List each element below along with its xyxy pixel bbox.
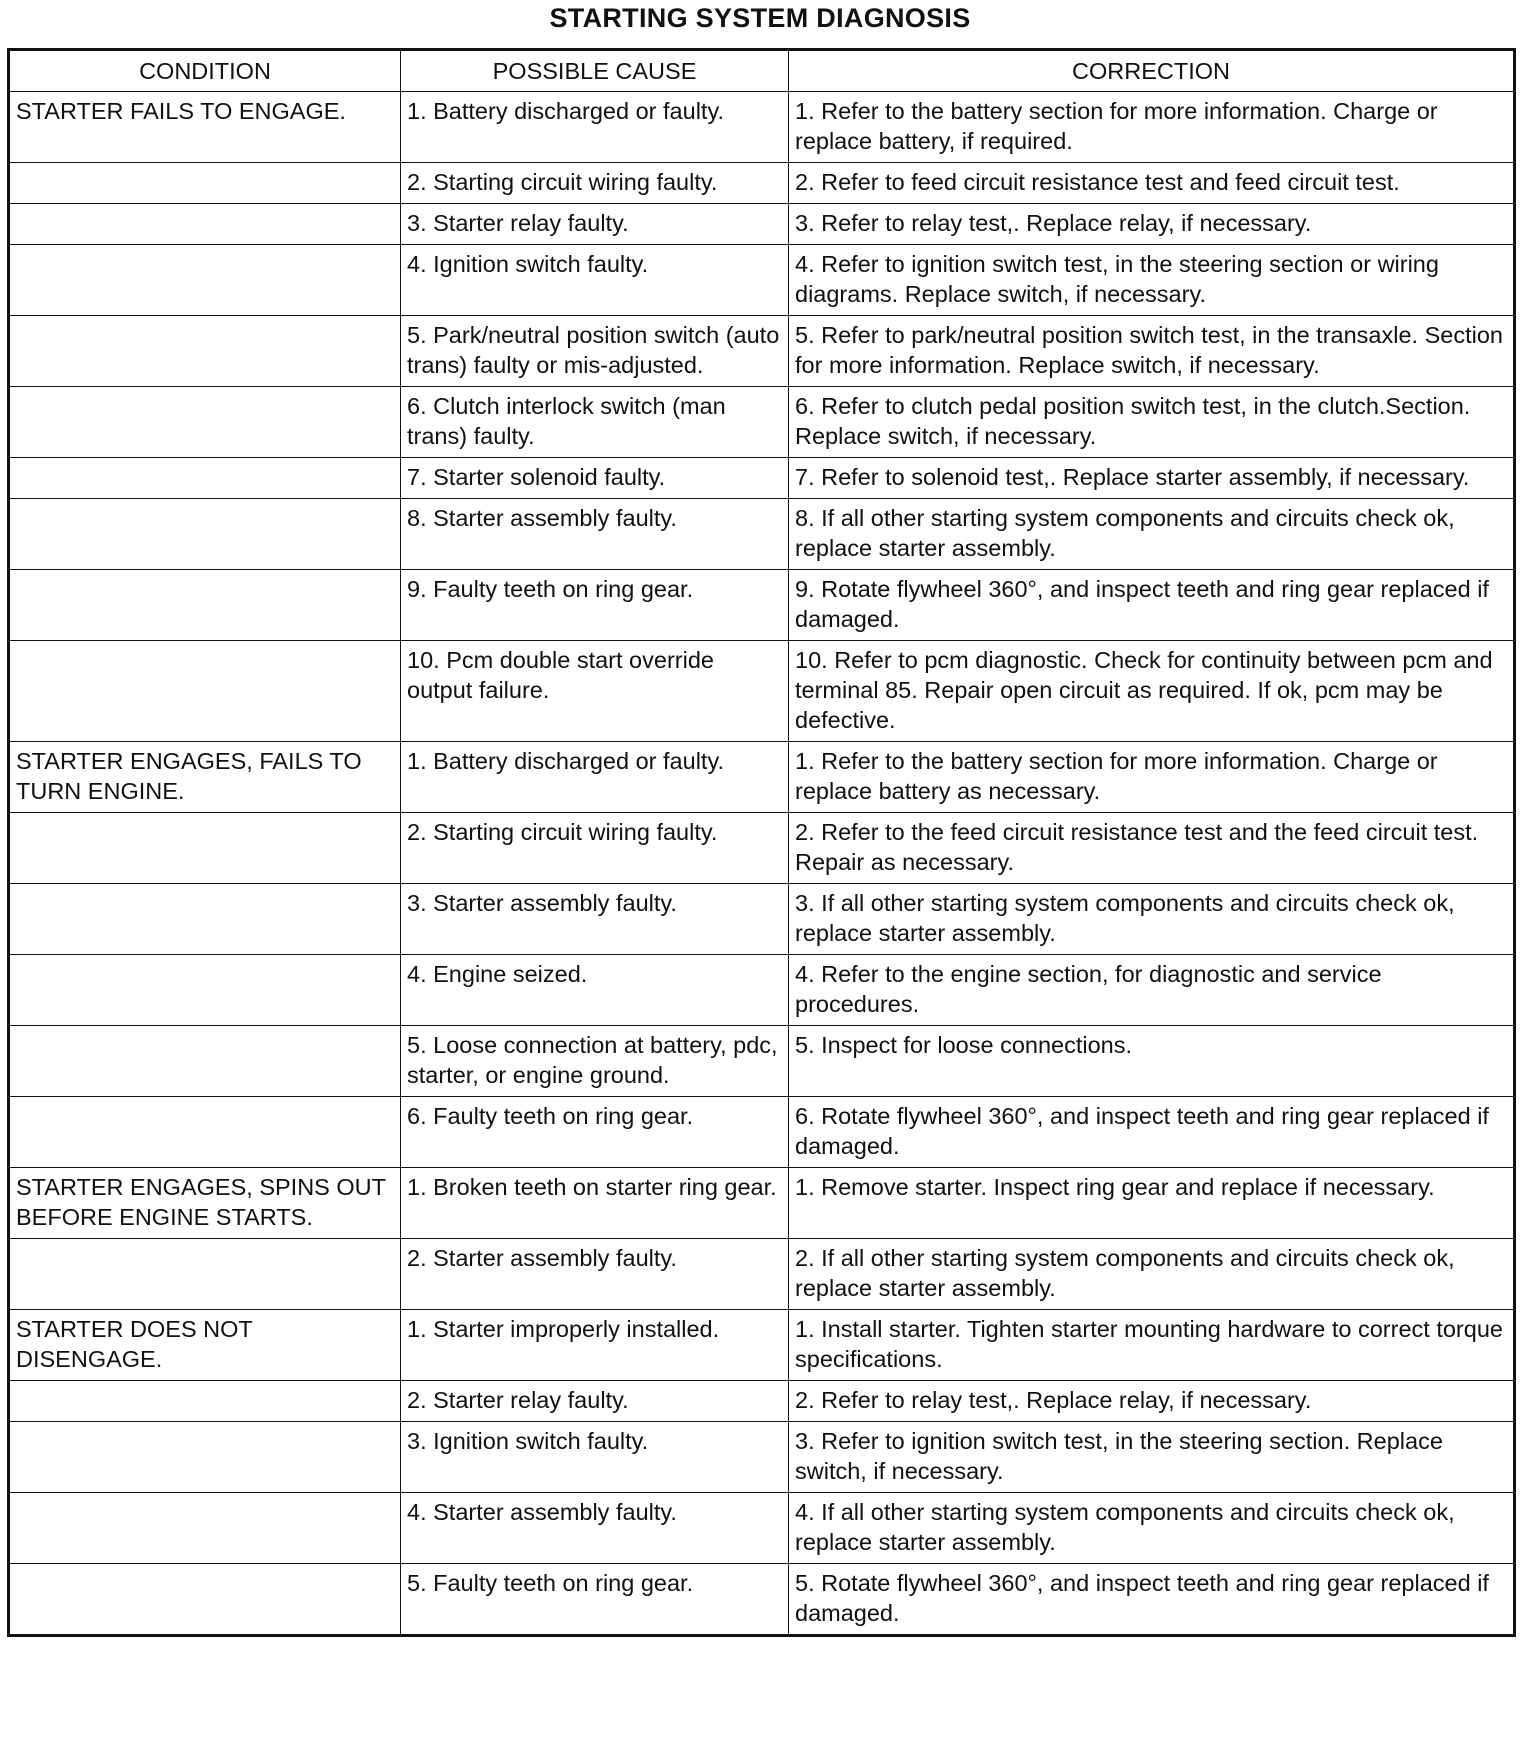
condition-cell xyxy=(9,1493,401,1564)
correction-cell: 4. If all other starting system components and circuits check ok, replace starter assembly. xyxy=(789,1493,1515,1564)
correction-cell: 1. Refer to the battery section for more information. Charge or replace battery, if required. xyxy=(789,92,1515,163)
correction-cell: 7. Refer to solenoid test,. Replace starter assembly, if necessary. xyxy=(789,458,1515,499)
page-title: STARTING SYSTEM DIAGNOSIS xyxy=(549,3,971,33)
condition-cell xyxy=(9,1097,401,1168)
cause-cell: 1. Battery discharged or faulty. xyxy=(401,742,789,813)
cause-cell: 1. Broken teeth on starter ring gear. xyxy=(401,1168,789,1239)
correction-cell: 1. Install starter. Tighten starter mounting hardware to correct torque specifications. xyxy=(789,1310,1515,1381)
table-row xyxy=(9,204,1515,245)
cause-cell: 3. Starter assembly faulty. xyxy=(401,884,789,955)
condition-cell xyxy=(9,245,401,316)
condition-cell xyxy=(9,1422,401,1493)
cause-cell: 10. Pcm double start override output failure. xyxy=(401,641,789,742)
table-row xyxy=(9,1564,1515,1636)
condition-cell xyxy=(9,1239,401,1310)
correction-cell: 5. Rotate flywheel 360°, and inspect teeth and ring gear replaced if damaged. xyxy=(789,1564,1515,1636)
table-row xyxy=(9,570,1515,641)
cause-cell: 7. Starter solenoid faulty. xyxy=(401,458,789,499)
cause-cell: 6. Faulty teeth on ring gear. xyxy=(401,1097,789,1168)
table-row xyxy=(9,742,1515,813)
condition-cell: STARTER ENGAGES, FAILS TO TURN ENGINE. xyxy=(9,742,401,813)
table-row xyxy=(9,1422,1515,1493)
condition-cell: STARTER FAILS TO ENGAGE. xyxy=(9,92,401,163)
correction-cell: 2. Refer to feed circuit resistance test and feed circuit test. xyxy=(789,163,1515,204)
cause-cell: 4. Starter assembly faulty. xyxy=(401,1493,789,1564)
condition-cell xyxy=(9,316,401,387)
cause-cell: 3. Starter relay faulty. xyxy=(401,204,789,245)
correction-cell: 1. Remove starter. Inspect ring gear and replace if necessary. xyxy=(789,1168,1515,1239)
table-row xyxy=(9,884,1515,955)
table-row xyxy=(9,92,1515,163)
cause-cell: 3. Ignition switch faulty. xyxy=(401,1422,789,1493)
cause-cell: 8. Starter assembly faulty. xyxy=(401,499,789,570)
condition-cell: STARTER DOES NOT DISENGAGE. xyxy=(9,1310,401,1381)
condition-cell xyxy=(9,387,401,458)
cause-cell: 6. Clutch interlock switch (man trans) faulty. xyxy=(401,387,789,458)
condition-cell xyxy=(9,813,401,884)
table-row xyxy=(9,316,1515,387)
cause-cell: 5. Loose connection at battery, pdc, starter, or engine ground. xyxy=(401,1026,789,1097)
table-row xyxy=(9,1310,1515,1381)
table-row xyxy=(9,1493,1515,1564)
condition-cell xyxy=(9,955,401,1026)
cause-cell: 2. Starting circuit wiring faulty. xyxy=(401,163,789,204)
condition-cell xyxy=(9,570,401,641)
correction-cell: 5. Refer to park/neutral position switch test, in the transaxle. Section for more information. Replace switch, if necessary. xyxy=(789,316,1515,387)
table-row xyxy=(9,1168,1515,1239)
correction-cell: 2. Refer to relay test,. Replace relay, if necessary. xyxy=(789,1381,1515,1422)
condition-cell xyxy=(9,641,401,742)
header-correction: CORRECTION xyxy=(789,50,1515,92)
cause-cell: 4. Ignition switch faulty. xyxy=(401,245,789,316)
correction-cell: 6. Refer to clutch pedal position switch test, in the clutch.Section. Replace switch, if necessary. xyxy=(789,387,1515,458)
correction-cell: 2. If all other starting system components and circuits check ok, replace starter assembly. xyxy=(789,1239,1515,1310)
condition-cell xyxy=(9,1026,401,1097)
correction-cell: 3. Refer to ignition switch test, in the steering section. Replace switch, if necessary. xyxy=(789,1422,1515,1493)
table-row xyxy=(9,1381,1515,1422)
condition-cell xyxy=(9,204,401,245)
condition-cell xyxy=(9,1381,401,1422)
table-row xyxy=(9,499,1515,570)
header-possible-cause: POSSIBLE CAUSE xyxy=(401,50,789,92)
correction-cell: 5. Inspect for loose connections. xyxy=(789,1026,1515,1097)
correction-cell: 10. Refer to pcm diagnostic. Check for continuity between pcm and terminal 85. Repair open circuit as required. If ok, pcm may be defective. xyxy=(789,641,1515,742)
correction-cell: 6. Rotate flywheel 360°, and inspect teeth and ring gear replaced if damaged. xyxy=(789,1097,1515,1168)
condition-cell: STARTER ENGAGES, SPINS OUT BEFORE ENGINE STARTS. xyxy=(9,1168,401,1239)
cause-cell: 2. Starting circuit wiring faulty. xyxy=(401,813,789,884)
diagnosis-table xyxy=(7,48,1516,1637)
cause-cell: 2. Starter relay faulty. xyxy=(401,1381,789,1422)
correction-cell: 3. Refer to relay test,. Replace relay, if necessary. xyxy=(789,204,1515,245)
cause-cell: 1. Starter improperly installed. xyxy=(401,1310,789,1381)
correction-cell: 9. Rotate flywheel 360°, and inspect teeth and ring gear replaced if damaged. xyxy=(789,570,1515,641)
header-condition: CONDITION xyxy=(9,50,401,92)
table-row xyxy=(9,458,1515,499)
correction-cell: 4. Refer to ignition switch test, in the steering section or wiring diagrams. Replace switch, if necessary. xyxy=(789,245,1515,316)
table-row xyxy=(9,1097,1515,1168)
table-row xyxy=(9,1026,1515,1097)
condition-cell xyxy=(9,458,401,499)
correction-cell: 4. Refer to the engine section, for diagnostic and service procedures. xyxy=(789,955,1515,1026)
table-row xyxy=(9,641,1515,742)
cause-cell: 1. Battery discharged or faulty. xyxy=(401,92,789,163)
cause-cell: 9. Faulty teeth on ring gear. xyxy=(401,570,789,641)
condition-cell xyxy=(9,163,401,204)
correction-cell: 8. If all other starting system components and circuits check ok, replace starter assembly. xyxy=(789,499,1515,570)
header-row xyxy=(9,50,1515,92)
table-row xyxy=(9,813,1515,884)
condition-cell xyxy=(9,884,401,955)
cause-cell: 2. Starter assembly faulty. xyxy=(401,1239,789,1310)
cause-cell: 5. Faulty teeth on ring gear. xyxy=(401,1564,789,1636)
table-row xyxy=(9,245,1515,316)
cause-cell: 5. Park/neutral position switch (auto trans) faulty or mis-adjusted. xyxy=(401,316,789,387)
table-row xyxy=(9,387,1515,458)
cause-cell: 4. Engine seized. xyxy=(401,955,789,1026)
correction-cell: 2. Refer to the feed circuit resistance test and the feed circuit test. Repair as necessary. xyxy=(789,813,1515,884)
correction-cell: 3. If all other starting system components and circuits check ok, replace starter assembly. xyxy=(789,884,1515,955)
table-row xyxy=(9,1239,1515,1310)
table-row xyxy=(9,163,1515,204)
table-row xyxy=(9,955,1515,1026)
condition-cell xyxy=(9,499,401,570)
condition-cell xyxy=(9,1564,401,1636)
correction-cell: 1. Refer to the battery section for more information. Charge or replace battery as necessary. xyxy=(789,742,1515,813)
